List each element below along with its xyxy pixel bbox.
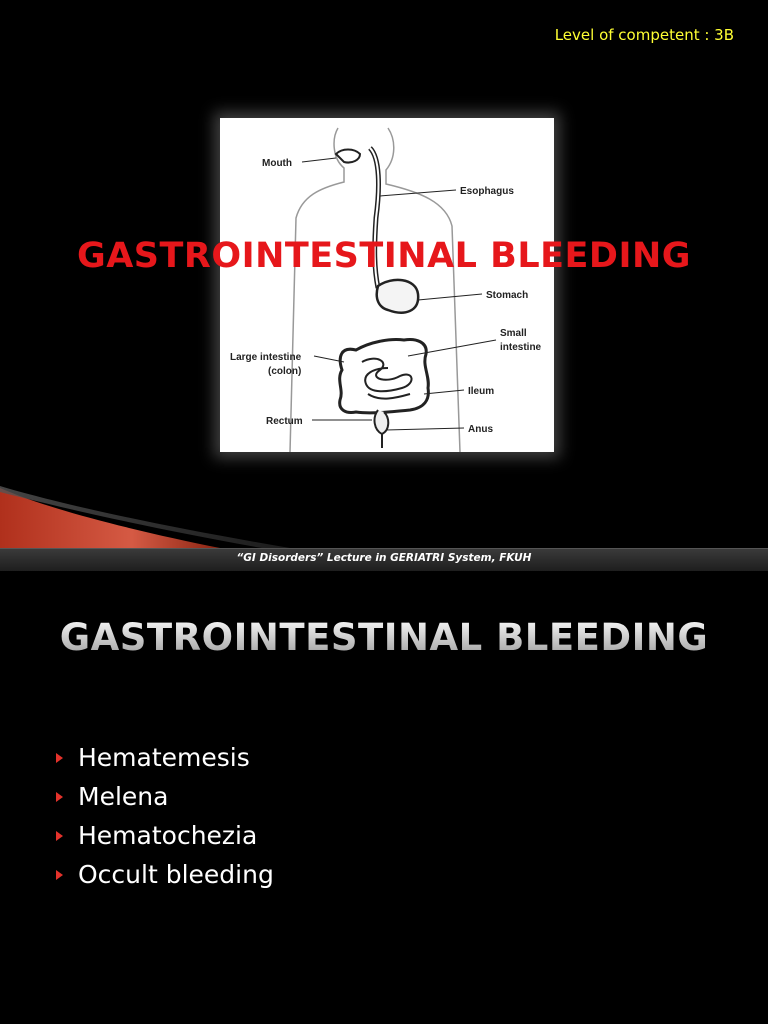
list-item (56, 777, 274, 816)
list-item (56, 855, 274, 894)
label-large-intestine-line1: Large intestine (230, 352, 302, 363)
list-item (56, 816, 274, 855)
label-large-intestine-line2: (colon) (268, 366, 302, 377)
digestive-system-diagram (220, 118, 554, 452)
bullet-list (56, 738, 274, 894)
bullet-text: Occult bleeding (78, 860, 274, 889)
label-small-intestine-line2: intestine (500, 342, 542, 353)
bullet-arrow-icon (56, 870, 63, 880)
list-item (56, 738, 274, 777)
slide-2-title: GASTROINTESTINAL BLEEDING (0, 616, 768, 659)
label-anus: Anus (468, 424, 493, 435)
slide-2 (0, 576, 768, 1024)
bullet-arrow-icon (56, 831, 63, 841)
label-ileum: Ileum (468, 386, 495, 397)
digestive-system-illustration (220, 118, 554, 452)
decorative-swoosh (0, 470, 768, 550)
label-stomach: Stomach (486, 290, 529, 301)
footer-text: “GI Disorders” Lecture in GERIATRI System, FKUH (236, 552, 532, 564)
bullet-text: Hematemesis (78, 743, 250, 772)
label-rectum: Rectum (266, 416, 303, 427)
label-small-intestine-line1: Small (500, 328, 527, 339)
label-mouth: Mouth (262, 158, 292, 169)
footer-bar (0, 548, 768, 571)
bullet-text: Melena (78, 782, 169, 811)
bullet-arrow-icon (56, 753, 63, 763)
bullet-text: Hematochezia (78, 821, 258, 850)
slide-1-title: GASTROINTESTINAL BLEEDING (76, 236, 692, 276)
label-esophagus: Esophagus (460, 186, 514, 197)
bullet-arrow-icon (56, 792, 63, 802)
competence-level-label: Level of competent : 3B (554, 26, 734, 44)
